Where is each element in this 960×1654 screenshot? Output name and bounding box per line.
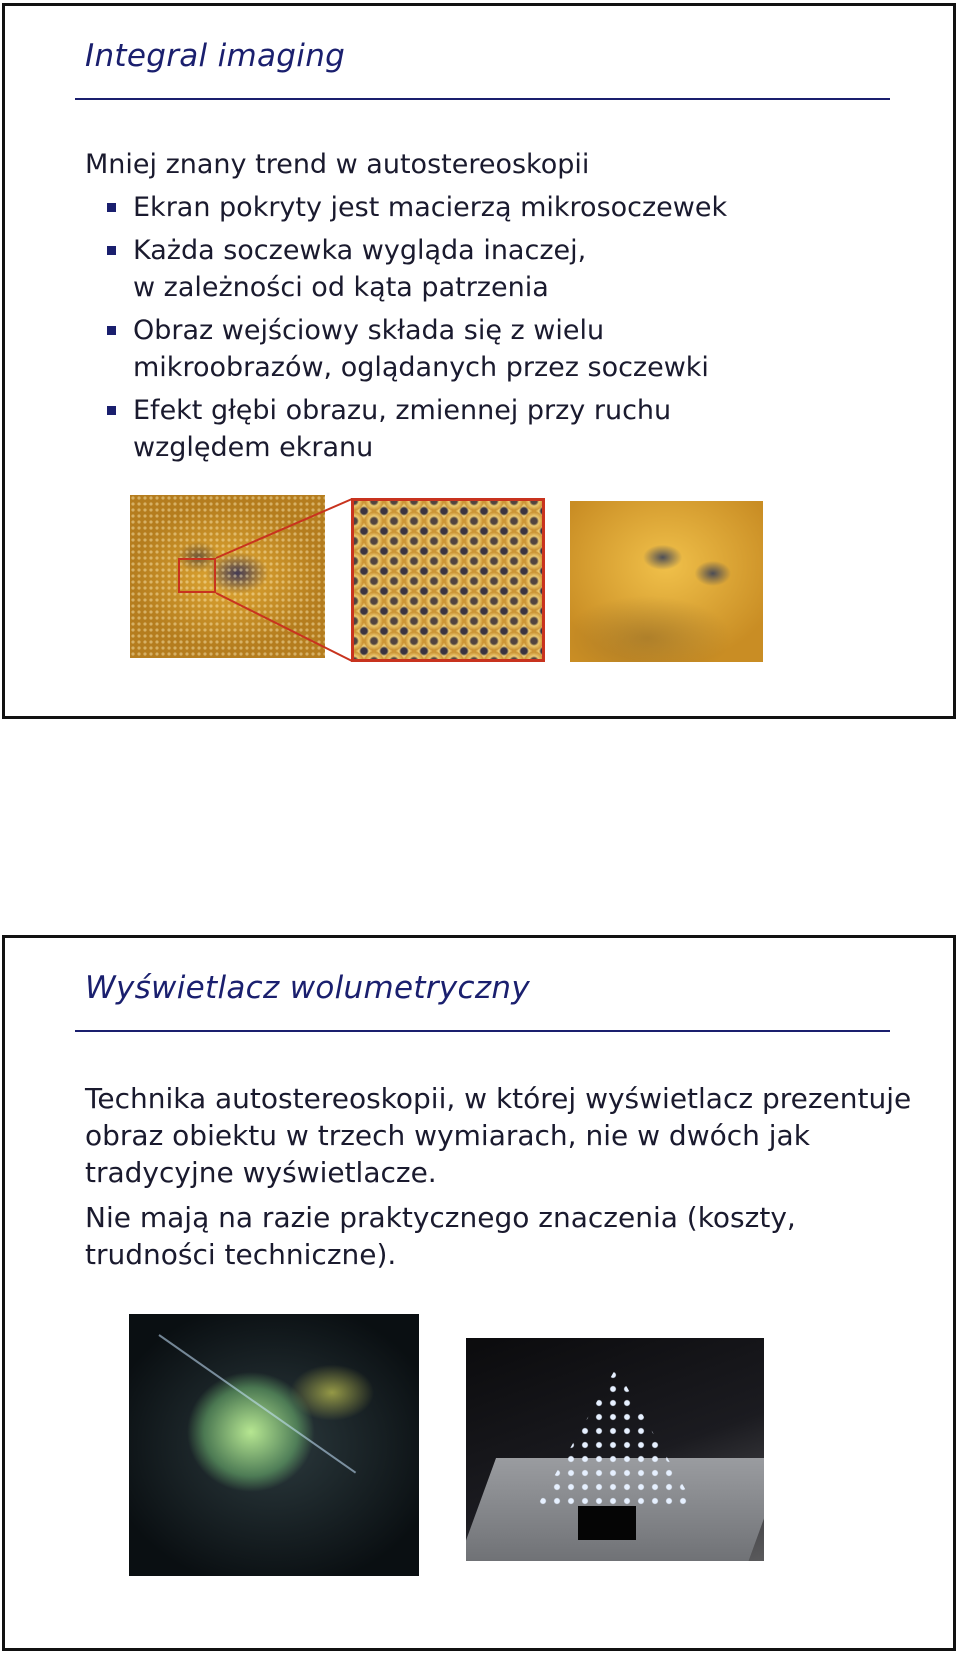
bullet-text: Każda soczewka wygląda inaczej, w zależności od kąta patrzenia: [133, 235, 587, 303]
led-pyramid-display-photo: [466, 1338, 764, 1561]
bullet-text: Obraz wejściowy składa się z wielu mikroobrazów, oglądanych przez soczewki: [133, 315, 709, 383]
display-opening: [578, 1506, 636, 1540]
light-points: [536, 1368, 696, 1508]
volumetric-display-photo: [129, 1314, 419, 1576]
bullet-text: Efekt głębi obrazu, zmiennej przy ruchu względem ekranu: [133, 395, 672, 463]
zoom-line-top: [216, 499, 352, 558]
microlens-array-zoom-photo: [351, 498, 545, 662]
slide-body: [85, 1080, 925, 1281]
integral-image-result-photo: [570, 501, 763, 662]
slide-title: Integral imaging: [85, 38, 346, 74]
paragraph: Nie mają na razie praktycznego znaczenia (koszty, trudności techniczne).: [85, 1201, 796, 1271]
bullet-text: Ekran pokryty jest macierzą mikrosoczewek: [133, 192, 728, 223]
title-divider: [75, 1030, 890, 1032]
paragraph: Technika autostereoskopii, w której wyświetlacz prezentuje obraz obiektu w trzech wymiarach, nie w dwóch jak tradycyjne wyświetlacze.: [85, 1082, 912, 1189]
slide-title: Wyświetlacz wolumetryczny: [85, 970, 531, 1006]
lead-text: Mniej znany trend w autostereoskopii: [85, 149, 590, 180]
zoom-line-bottom: [216, 593, 352, 661]
